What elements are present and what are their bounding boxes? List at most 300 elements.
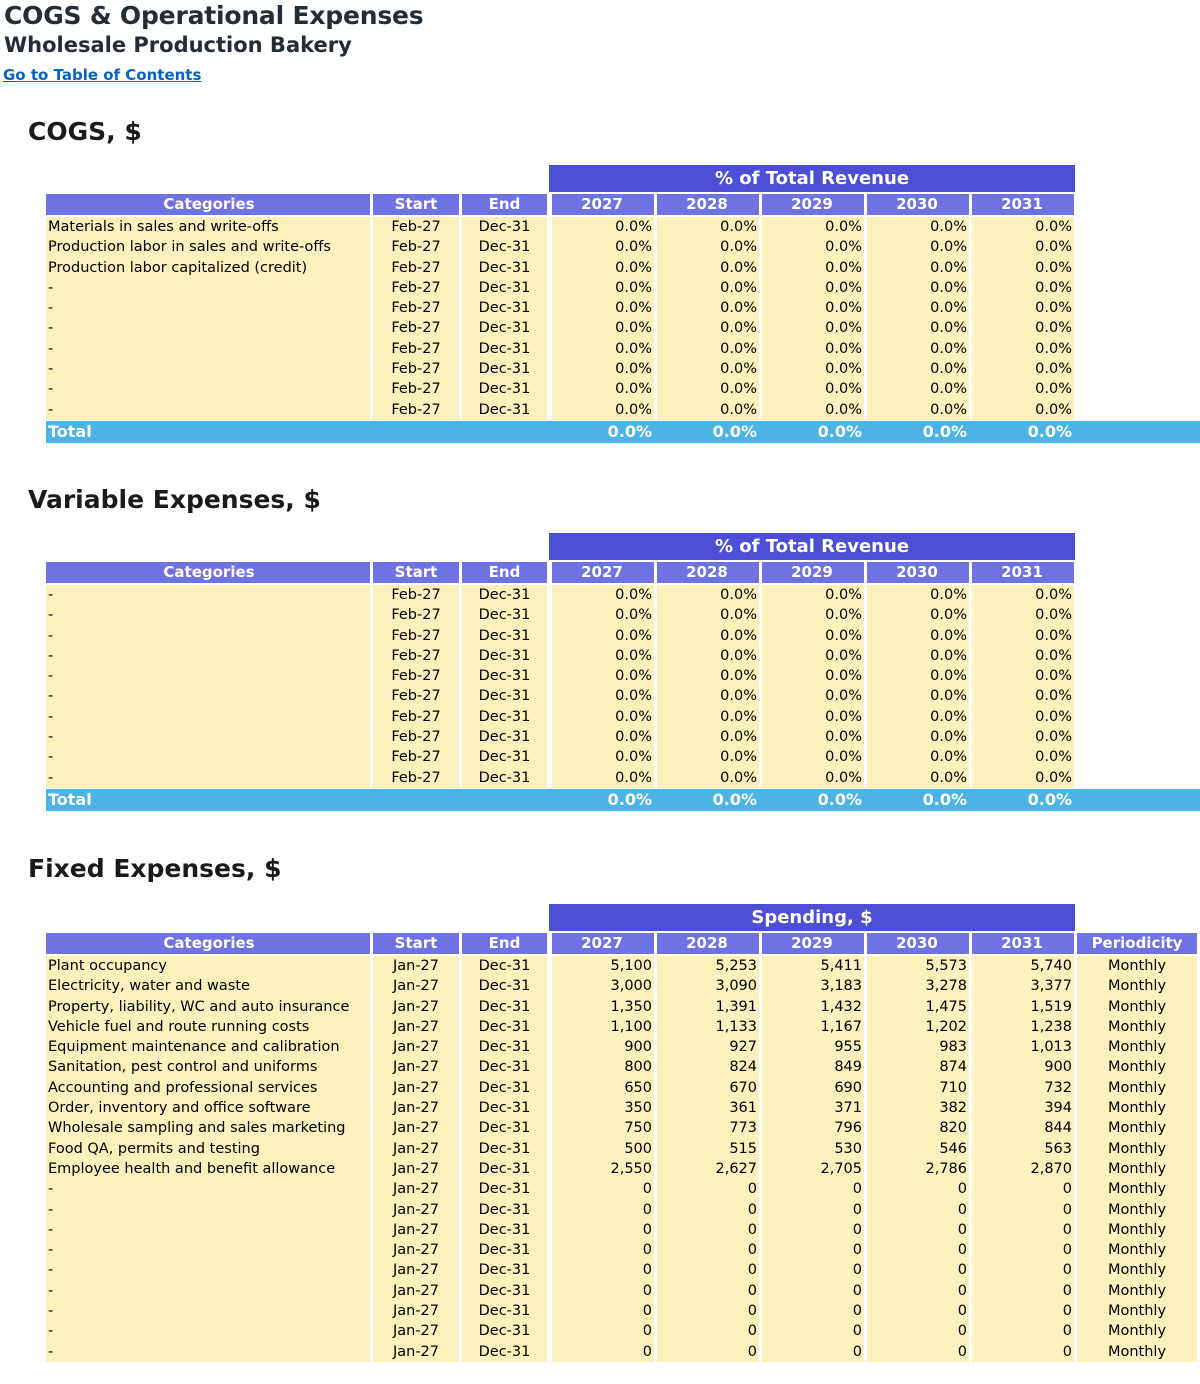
header-end: End [462,562,547,583]
category-cell: - [46,339,370,359]
start-cell: Feb-27 [373,400,459,420]
end-cell: Dec-31 [462,666,547,686]
end-cell: Dec-31 [462,727,547,747]
value-cell: 0.0% [867,278,969,298]
value-cell: 2,786 [867,1159,969,1179]
value-cell: 0 [552,1240,654,1260]
value-cell: 0.0% [552,686,654,706]
value-cell: 0.0% [867,768,969,788]
value-cell: 0.0% [552,278,654,298]
end-cell: Dec-31 [462,359,547,379]
start-cell: Jan-27 [373,1037,459,1057]
table-row [46,1321,1200,1341]
end-cell: Dec-31 [462,1200,547,1220]
category-cell: - [46,400,370,420]
start-cell: Feb-27 [373,379,459,399]
header-year: 2031 [972,194,1074,215]
table-row [46,747,1200,767]
value-cell: 773 [657,1118,759,1138]
start-cell: Feb-27 [373,359,459,379]
value-cell: 0.0% [762,379,864,399]
value-cell: 0.0% [867,217,969,237]
periodicity-cell: Monthly [1077,1301,1197,1321]
category-cell: - [46,1301,370,1321]
cogs-header-row [46,194,1200,215]
value-cell: 0.0% [552,605,654,625]
value-cell: 900 [552,1037,654,1057]
end-cell: Dec-31 [462,1017,547,1037]
start-cell: Feb-27 [373,298,459,318]
table-row [46,217,1200,237]
periodicity-cell: Monthly [1077,1078,1197,1098]
value-cell: 0.0% [972,318,1074,338]
category-cell: - [46,1179,370,1199]
value-cell: 0 [867,1281,969,1301]
category-cell: - [46,747,370,767]
header-start: Start [373,562,459,583]
end-cell: Dec-31 [462,1139,547,1159]
end-cell: Dec-31 [462,1260,547,1280]
table-row [46,1220,1200,1240]
start-cell: Jan-27 [373,1118,459,1138]
start-cell: Jan-27 [373,1200,459,1220]
value-cell: 0.0% [657,768,759,788]
value-cell: 0 [762,1321,864,1341]
value-cell: 0.0% [657,217,759,237]
value-cell: 0.0% [762,747,864,767]
value-cell: 0.0% [762,400,864,420]
page-subtitle: Wholesale Production Bakery [4,33,352,57]
value-cell: 710 [867,1078,969,1098]
total-value: 0.0% [817,789,862,809]
value-cell: 0.0% [972,258,1074,278]
total-value: 0.0% [922,789,967,809]
table-row [46,727,1200,747]
start-cell: Feb-27 [373,646,459,666]
category-cell: - [46,727,370,747]
value-cell: 0.0% [972,626,1074,646]
periodicity-cell: Monthly [1077,1118,1197,1138]
value-cell: 0 [657,1301,759,1321]
value-cell: 0.0% [552,217,654,237]
category-cell: - [46,318,370,338]
start-cell: Feb-27 [373,278,459,298]
end-cell: Dec-31 [462,707,547,727]
variable-total-row [46,789,1200,811]
value-cell: 0 [867,1179,969,1199]
value-cell: 0.0% [762,768,864,788]
end-cell: Dec-31 [462,1057,547,1077]
table-row [46,339,1200,359]
category-cell: Vehicle fuel and route running costs [46,1017,370,1037]
periodicity-cell: Monthly [1077,1260,1197,1280]
value-cell: 0 [762,1260,864,1280]
end-cell: Dec-31 [462,298,547,318]
header-year: 2030 [867,933,969,954]
category-cell: - [46,1281,370,1301]
value-cell: 0 [867,1301,969,1321]
cogs-super-header: % of Total Revenue [549,165,1075,192]
value-cell: 1,202 [867,1017,969,1037]
value-cell: 1,100 [552,1017,654,1037]
start-cell: Feb-27 [373,686,459,706]
table-row [46,237,1200,257]
value-cell: 0.0% [972,605,1074,625]
table-row [46,1159,1200,1179]
table-row [46,258,1200,278]
value-cell: 0 [552,1179,654,1199]
periodicity-cell: Monthly [1077,1342,1197,1362]
end-cell: Dec-31 [462,1098,547,1118]
value-cell: 824 [657,1057,759,1077]
periodicity-cell: Monthly [1077,1220,1197,1240]
value-cell: 0.0% [867,298,969,318]
value-cell: 0.0% [552,258,654,278]
table-row [46,585,1200,605]
value-cell: 650 [552,1078,654,1098]
header-start: Start [373,933,459,954]
category-cell: - [46,1240,370,1260]
value-cell: 0.0% [657,727,759,747]
value-cell: 0 [657,1179,759,1199]
value-cell: 1,167 [762,1017,864,1037]
value-cell: 0.0% [867,585,969,605]
value-cell: 0.0% [657,258,759,278]
value-cell: 0 [657,1321,759,1341]
value-cell: 0.0% [762,585,864,605]
end-cell: Dec-31 [462,1281,547,1301]
value-cell: 0.0% [552,707,654,727]
value-cell: 0.0% [657,707,759,727]
header-year: 2028 [657,562,759,583]
end-cell: Dec-31 [462,646,547,666]
periodicity-cell: Monthly [1077,1159,1197,1179]
table-row [46,997,1200,1017]
end-cell: Dec-31 [462,1301,547,1321]
value-cell: 0.0% [762,646,864,666]
fixed-header-row [46,933,1200,954]
value-cell: 0 [657,1342,759,1362]
value-cell: 927 [657,1037,759,1057]
start-cell: Jan-27 [373,1139,459,1159]
end-cell: Dec-31 [462,997,547,1017]
category-cell: Sanitation, pest control and uniforms [46,1057,370,1077]
value-cell: 2,550 [552,1159,654,1179]
value-cell: 5,573 [867,956,969,976]
value-cell: 0 [657,1240,759,1260]
table-row [46,1037,1200,1057]
value-cell: 563 [972,1139,1074,1159]
value-cell: 0 [972,1301,1074,1321]
cogs-section-title: COGS, $ [28,117,142,146]
value-cell: 0 [867,1342,969,1362]
category-cell: Accounting and professional services [46,1078,370,1098]
value-cell: 874 [867,1057,969,1077]
value-cell: 546 [867,1139,969,1159]
value-cell: 0 [552,1220,654,1240]
total-value: 0.0% [607,421,652,441]
start-cell: Jan-27 [373,1179,459,1199]
value-cell: 0.0% [762,605,864,625]
value-cell: 955 [762,1037,864,1057]
start-cell: Feb-27 [373,747,459,767]
periodicity-cell: Monthly [1077,976,1197,996]
category-cell: - [46,1220,370,1240]
value-cell: 0.0% [867,747,969,767]
value-cell: 0.0% [972,585,1074,605]
end-cell: Dec-31 [462,1037,547,1057]
table-row [46,666,1200,686]
value-cell: 750 [552,1118,654,1138]
header-year: 2027 [552,933,654,954]
header-start: Start [373,194,459,215]
value-cell: 0 [972,1179,1074,1199]
end-cell: Dec-31 [462,605,547,625]
value-cell: 0.0% [552,339,654,359]
value-cell: 0.0% [552,768,654,788]
end-cell: Dec-31 [462,1159,547,1179]
variable-rows [46,585,1200,788]
value-cell: 0 [972,1220,1074,1240]
value-cell: 0.0% [762,727,864,747]
category-cell: Production labor capitalized (credit) [46,258,370,278]
total-spacer [373,421,459,443]
start-cell: Jan-27 [373,1321,459,1341]
value-cell: 0 [972,1342,1074,1362]
category-cell: Production labor in sales and write-offs [46,237,370,257]
value-cell: 0.0% [762,666,864,686]
value-cell: 0 [762,1281,864,1301]
category-cell: - [46,707,370,727]
total-label: Total [48,421,92,441]
value-cell: 0.0% [867,359,969,379]
value-cell: 1,013 [972,1037,1074,1057]
end-cell: Dec-31 [462,1342,547,1362]
table-of-contents-link[interactable]: Go to Table of Contents [3,66,202,84]
value-cell: 800 [552,1057,654,1077]
periodicity-cell: Monthly [1077,1057,1197,1077]
value-cell: 0 [972,1260,1074,1280]
category-cell: - [46,605,370,625]
value-cell: 0.0% [972,646,1074,666]
start-cell: Feb-27 [373,626,459,646]
value-cell: 0.0% [657,237,759,257]
end-cell: Dec-31 [462,976,547,996]
header-year: 2031 [972,562,1074,583]
value-cell: 1,133 [657,1017,759,1037]
value-cell: 0.0% [867,258,969,278]
value-cell: 1,391 [657,997,759,1017]
value-cell: 849 [762,1057,864,1077]
category-cell: - [46,585,370,605]
start-cell: Feb-27 [373,605,459,625]
value-cell: 1,238 [972,1017,1074,1037]
table-row [46,1200,1200,1220]
value-cell: 500 [552,1139,654,1159]
header-end: End [462,194,547,215]
category-cell: Employee health and benefit allowance [46,1159,370,1179]
value-cell: 0.0% [552,666,654,686]
variable-header-row [46,562,1200,583]
value-cell: 0.0% [762,258,864,278]
start-cell: Jan-27 [373,1017,459,1037]
value-cell: 0.0% [552,747,654,767]
end-cell: Dec-31 [462,1118,547,1138]
value-cell: 0.0% [657,747,759,767]
value-cell: 3,377 [972,976,1074,996]
total-value: 0.0% [922,421,967,441]
value-cell: 0 [972,1281,1074,1301]
total-value: 0.0% [712,421,757,441]
value-cell: 0 [657,1200,759,1220]
table-row [46,1139,1200,1159]
header-periodicity: Periodicity [1077,933,1197,954]
value-cell: 1,519 [972,997,1074,1017]
start-cell: Feb-27 [373,666,459,686]
table-row [46,1098,1200,1118]
value-cell: 0 [762,1179,864,1199]
category-cell: Food QA, permits and testing [46,1139,370,1159]
value-cell: 0.0% [762,707,864,727]
value-cell: 0.0% [657,626,759,646]
value-cell: 0.0% [972,237,1074,257]
total-value: 0.0% [607,789,652,809]
start-cell: Jan-27 [373,1342,459,1362]
category-cell: - [46,379,370,399]
periodicity-cell: Monthly [1077,1240,1197,1260]
value-cell: 0.0% [867,666,969,686]
start-cell: Jan-27 [373,1098,459,1118]
value-cell: 371 [762,1098,864,1118]
value-cell: 3,183 [762,976,864,996]
value-cell: 0.0% [867,646,969,666]
total-spacer [462,789,547,811]
end-cell: Dec-31 [462,626,547,646]
periodicity-cell: Monthly [1077,1139,1197,1159]
value-cell: 0.0% [972,379,1074,399]
value-cell: 0 [552,1301,654,1321]
category-cell: - [46,1260,370,1280]
value-cell: 1,350 [552,997,654,1017]
value-cell: 0.0% [972,707,1074,727]
value-cell: 0.0% [657,666,759,686]
value-cell: 5,740 [972,956,1074,976]
end-cell: Dec-31 [462,1321,547,1341]
value-cell: 1,432 [762,997,864,1017]
value-cell: 900 [972,1057,1074,1077]
value-cell: 0.0% [762,237,864,257]
periodicity-cell: Monthly [1077,1098,1197,1118]
table-row [46,278,1200,298]
start-cell: Jan-27 [373,1281,459,1301]
header-year: 2029 [762,562,864,583]
value-cell: 670 [657,1078,759,1098]
value-cell: 0 [657,1220,759,1240]
end-cell: Dec-31 [462,400,547,420]
table-row [46,1260,1200,1280]
value-cell: 0.0% [762,298,864,318]
start-cell: Jan-27 [373,1057,459,1077]
value-cell: 0.0% [552,585,654,605]
value-cell: 0.0% [972,400,1074,420]
value-cell: 0.0% [657,400,759,420]
value-cell: 0.0% [552,727,654,747]
start-cell: Feb-27 [373,217,459,237]
table-row [46,1078,1200,1098]
category-cell: Materials in sales and write-offs [46,217,370,237]
table-row [46,359,1200,379]
value-cell: 0.0% [972,217,1074,237]
value-cell: 394 [972,1098,1074,1118]
header-year: 2031 [972,933,1074,954]
value-cell: 5,100 [552,956,654,976]
value-cell: 0.0% [762,359,864,379]
value-cell: 2,705 [762,1159,864,1179]
value-cell: 0 [552,1342,654,1362]
value-cell: 0 [762,1220,864,1240]
end-cell: Dec-31 [462,237,547,257]
value-cell: 0.0% [972,686,1074,706]
value-cell: 3,090 [657,976,759,996]
value-cell: 0 [867,1220,969,1240]
value-cell: 0.0% [657,646,759,666]
value-cell: 0.0% [552,646,654,666]
cogs-total-row [46,421,1200,443]
start-cell: Feb-27 [373,237,459,257]
category-cell: - [46,278,370,298]
value-cell: 0 [867,1260,969,1280]
value-cell: 0.0% [867,339,969,359]
header-end: End [462,933,547,954]
start-cell: Jan-27 [373,1159,459,1179]
start-cell: Feb-27 [373,707,459,727]
total-value: 0.0% [817,421,862,441]
value-cell: 0.0% [972,298,1074,318]
value-cell: 0 [762,1240,864,1260]
value-cell: 0 [867,1321,969,1341]
table-row [46,707,1200,727]
category-cell: - [46,1342,370,1362]
table-row [46,1281,1200,1301]
value-cell: 0.0% [762,339,864,359]
start-cell: Jan-27 [373,976,459,996]
header-year: 2029 [762,933,864,954]
total-value: 0.0% [1027,421,1072,441]
table-row [46,976,1200,996]
value-cell: 0 [972,1240,1074,1260]
start-cell: Jan-27 [373,1260,459,1280]
end-cell: Dec-31 [462,217,547,237]
total-value: 0.0% [1027,789,1072,809]
value-cell: 0.0% [867,400,969,420]
value-cell: 382 [867,1098,969,1118]
periodicity-cell: Monthly [1077,1281,1197,1301]
header-categories: Categories [46,194,370,215]
table-row [46,626,1200,646]
header-year: 2030 [867,562,969,583]
value-cell: 0 [762,1342,864,1362]
value-cell: 0 [972,1200,1074,1220]
value-cell: 0.0% [867,707,969,727]
category-cell: - [46,359,370,379]
end-cell: Dec-31 [462,379,547,399]
value-cell: 0.0% [657,278,759,298]
category-cell: Wholesale sampling and sales marketing [46,1118,370,1138]
table-row [46,686,1200,706]
table-row [46,1057,1200,1077]
table-row [46,400,1200,420]
value-cell: 530 [762,1139,864,1159]
